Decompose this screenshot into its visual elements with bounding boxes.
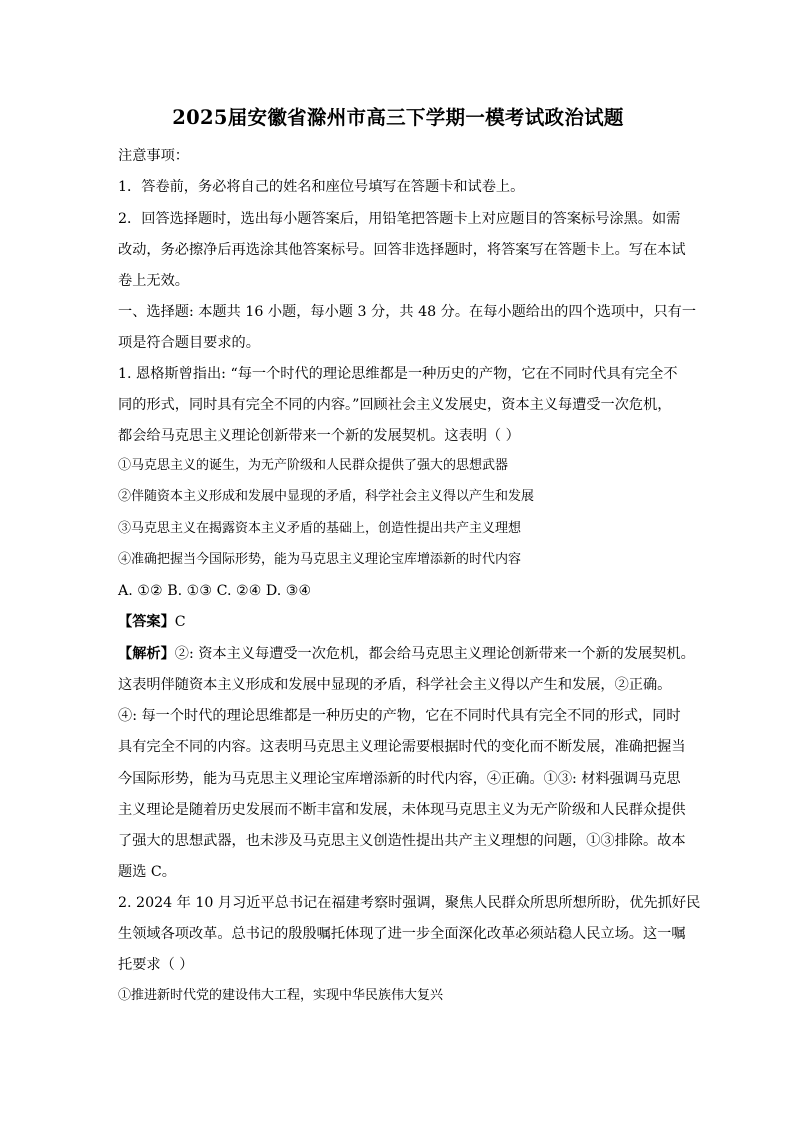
section-heading-line-2: 项是符合题目要求的。 [118,335,260,351]
q1-choices: A. ①② B. ①③ C. ②④ D. ③④ [118,583,312,599]
q1-analysis-line-2: 这表明伴随资本主义形成和发展中显现的矛盾，科学社会主义得以产生和发展，②正确。 [118,677,672,693]
notice-item-2-line-1: 2．回答选择题时，选出每小题答案后，用铅笔把答题卡上对应题目的答案标号涂黑。如需 [118,211,681,227]
q1-analysis-line-7: 了强大的思想武器，也未涉及马克思主义创造性提出共产主义理想的问题，①③排除。故本 [118,833,686,849]
q1-analysis-line-5: 今国际形势，能为马克思主义理论宝库增添新的时代内容，④正确。①③: 材料强调马克思 [118,771,681,787]
q1-analysis-line-4: 具有完全不同的内容。这表明马克思主义理论需要根据时代的变化而不断发展，准确把握当 [118,739,686,755]
analysis-first-text: ②: 资本主义每遭受一次危机，都会给马克思主义理论创新带来一个新的发展契机。 [174,646,695,662]
q1-analysis-line-3: ④: 每一个时代的理论思维都是一种历史的产物，它在不同时代具有完全不同的形式，同时 [118,708,681,724]
q1-option-2: ②伴随资本主义形成和发展中显现的矛盾，科学社会主义得以产生和发展 [118,489,535,504]
answer-label: 【答案】 [118,614,175,630]
notice-item-2-line-2: 改动，务必擦净后再选涂其他答案标号。回答非选择题时，将答案写在答题卡上。写在本试 [118,242,686,258]
q2-stem-line-3: 托要求（ ） [118,957,194,973]
section-heading-line-1: 一、选择题: 本题共 16 小题，每小题 3 分，共 48 分。在每小题给出的四个选项中，只有一 [118,304,697,320]
q1-option-4: ④准确把握当今国际形势，能为马克思主义理论宝库增添新的时代内容 [118,552,522,567]
answer-value: C [174,614,186,630]
q1-stem-line-1: 1. 恩格斯曾指出: “每一个时代的理论思维都是一种历史的产物，它在不同时代具有完全不 [118,366,678,382]
q1-stem-line-3: 都会给马克思主义理论创新带来一个新的发展契机。这表明（ ） [118,428,520,444]
q1-answer [118,612,186,632]
q2-option-1: ①推进新时代党的建设伟大工程，实现中华民族伟大复兴 [118,988,444,1003]
q1-stem-line-2: 同的形式，同时具有完全不同的内容。”回顾社会主义发展史，资本主义每遭受一次危机， [118,397,672,413]
analysis-label: 【解析】 [118,646,175,662]
q1-option-1: ①马克思主义的诞生，为无产阶级和人民群众提供了强大的思想武器 [118,458,509,473]
notice-heading: 注意事项： [118,148,189,164]
q1-analysis-line-8: 题选 C。 [118,864,176,880]
q1-option-3: ③马克思主义在揭露资本主义矛盾的基础上，创造性提出共产主义理想 [118,521,522,536]
q1-analysis-first [118,644,695,664]
notice-item-1: 1．答卷前，务必将自己的姓名和座位号填写在答题卡和试卷上。 [118,179,525,195]
notice-item-2-line-3: 卷上无效。 [118,273,189,289]
document-title: 2025届安徽省滁州市高三下学期一模考试政治试题 [172,106,624,129]
q1-analysis-line-6: 主义理论是随着历史发展而不断丰富和发展，未体现马克思主义为无产阶级和人民群众提供 [118,802,686,818]
q2-stem-line-2: 生领域各项改革。总书记的殷殷嘱托体现了进一步全面深化改革必须站稳人民立场。这一嘱 [118,926,686,942]
q2-stem-line-1: 2. 2024 年 10 月习近平总书记在福建考察时强调，聚焦人民群众所思所想所盼，优先抓好民 [118,895,701,911]
